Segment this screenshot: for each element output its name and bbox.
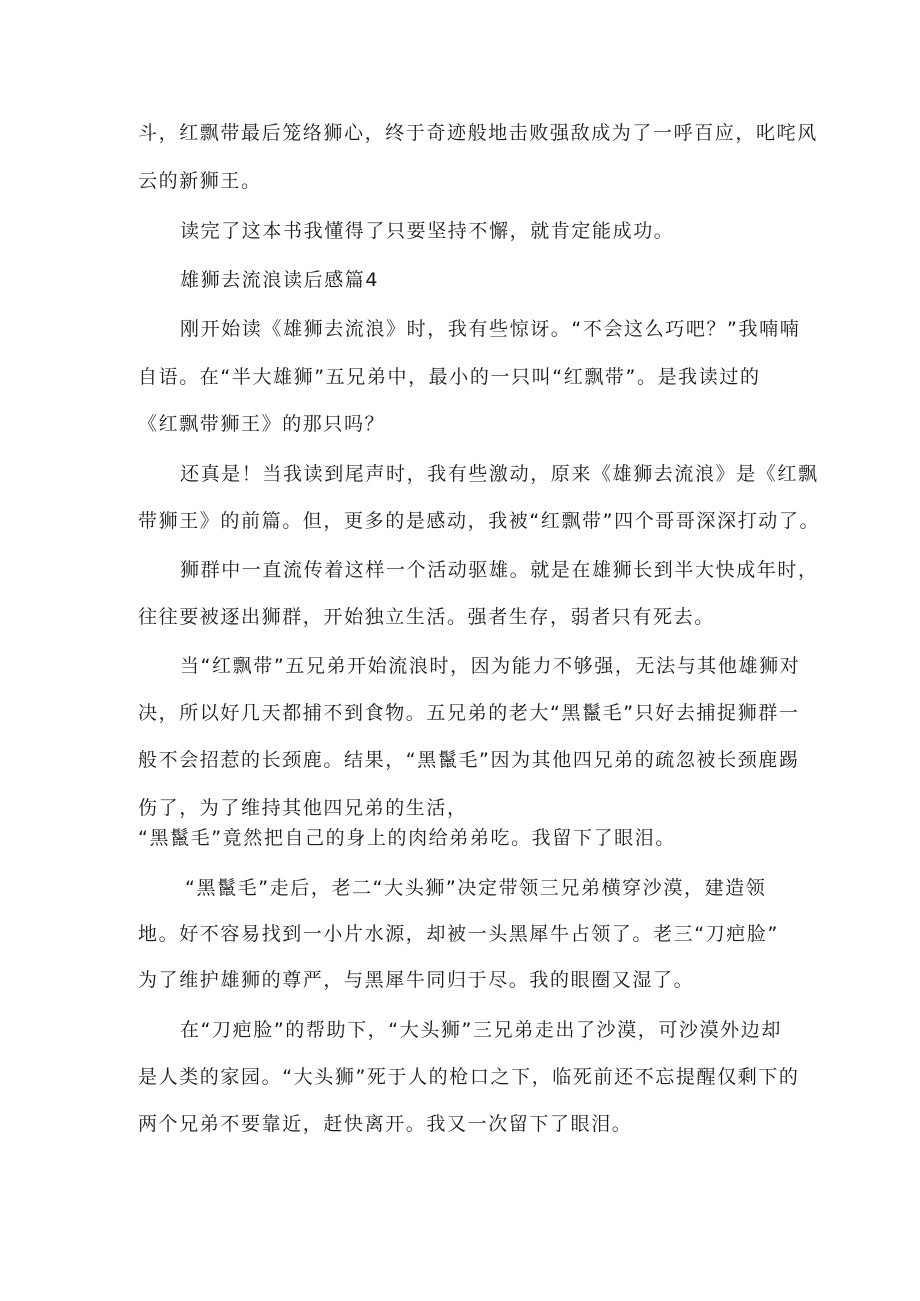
text-line: 为了维护雄狮的尊严，与黑犀牛同归于尽。我的眼圈又湿了。 — [138, 969, 695, 991]
text-line: 狮群中一直流传着这样一个活动驱雄。就是在雄狮长到半大快成年时， — [180, 559, 819, 581]
text-line: 伤了，为了维持其他四兄弟的生活， — [138, 797, 468, 819]
text-line: 自语。在“半大雄狮”五兄弟中，最小的一只叫“红飘带”。是我读过的 — [138, 366, 761, 388]
text-line: 般不会招惹的长颈鹿。结果，“黑鬣毛”因为其他四兄弟的疏忽被长颈鹿踢 — [138, 749, 800, 771]
text-line: 当“红飘带”五兄弟开始流浪时，因为能力不够强，无法与其他雄狮对 — [180, 655, 801, 677]
text-line: 云的新狮王。 — [138, 170, 262, 192]
text-line: 地。好不容易找到一小片水源，却被一头黑犀牛占领了。老三“刀疤脸” — [138, 923, 779, 945]
text-line: “黑鬣毛”走后，老二“大头狮”决定带领三兄弟横穿沙漠，建造领 — [185, 877, 767, 899]
text-line: 往往要被逐出狮群，开始独立生活。强者生存，弱者只有死去。 — [138, 606, 715, 628]
text-line: “黑鬣毛”竟然把自己的身上的肉给弟弟吃。我留下了眼泪。 — [138, 827, 676, 849]
text-line: 带狮王》的前篇。但，更多的是感动，我被“红飘带”四个哥哥深深打动了。 — [138, 510, 821, 532]
text-line: 是人类的家园。“大头狮”死于人的枪口之下，临死前还不忘提醒仅剩下的 — [138, 1066, 800, 1088]
text-line: 在“刀疤脸”的帮助下，“大头狮”三兄弟走出了沙漠，可沙漠外边却 — [180, 1019, 782, 1041]
text-line: 斗，红飘带最后笼络狮心，终于奇迹般地击败强敌成为了一呼百应，叱咤风 — [138, 122, 818, 144]
text-line: 还真是！当我读到尾声时，我有些激动，原来《雄狮去流浪》是《红飘 — [180, 463, 819, 485]
section-heading: 雄狮去流浪读后感篇4 — [180, 269, 380, 291]
text-line: 《红飘带狮王》的那只吗？ — [138, 413, 386, 435]
text-line: 刚开始读《雄狮去流浪》时，我有些惊讶。“不会这么巧吧？”我喃喃 — [180, 318, 801, 340]
text-line: 两个兄弟不要靠近，赶快离开。我又一次留下了眼泪。 — [138, 1113, 633, 1135]
text-line: 决，所以好几天都捕不到食物。五兄弟的老大“黑鬣毛”只好去捕捉狮群一 — [138, 702, 800, 724]
text-line: 读完了这本书我懂得了只要坚持不懈，就肯定能成功。 — [180, 220, 675, 242]
